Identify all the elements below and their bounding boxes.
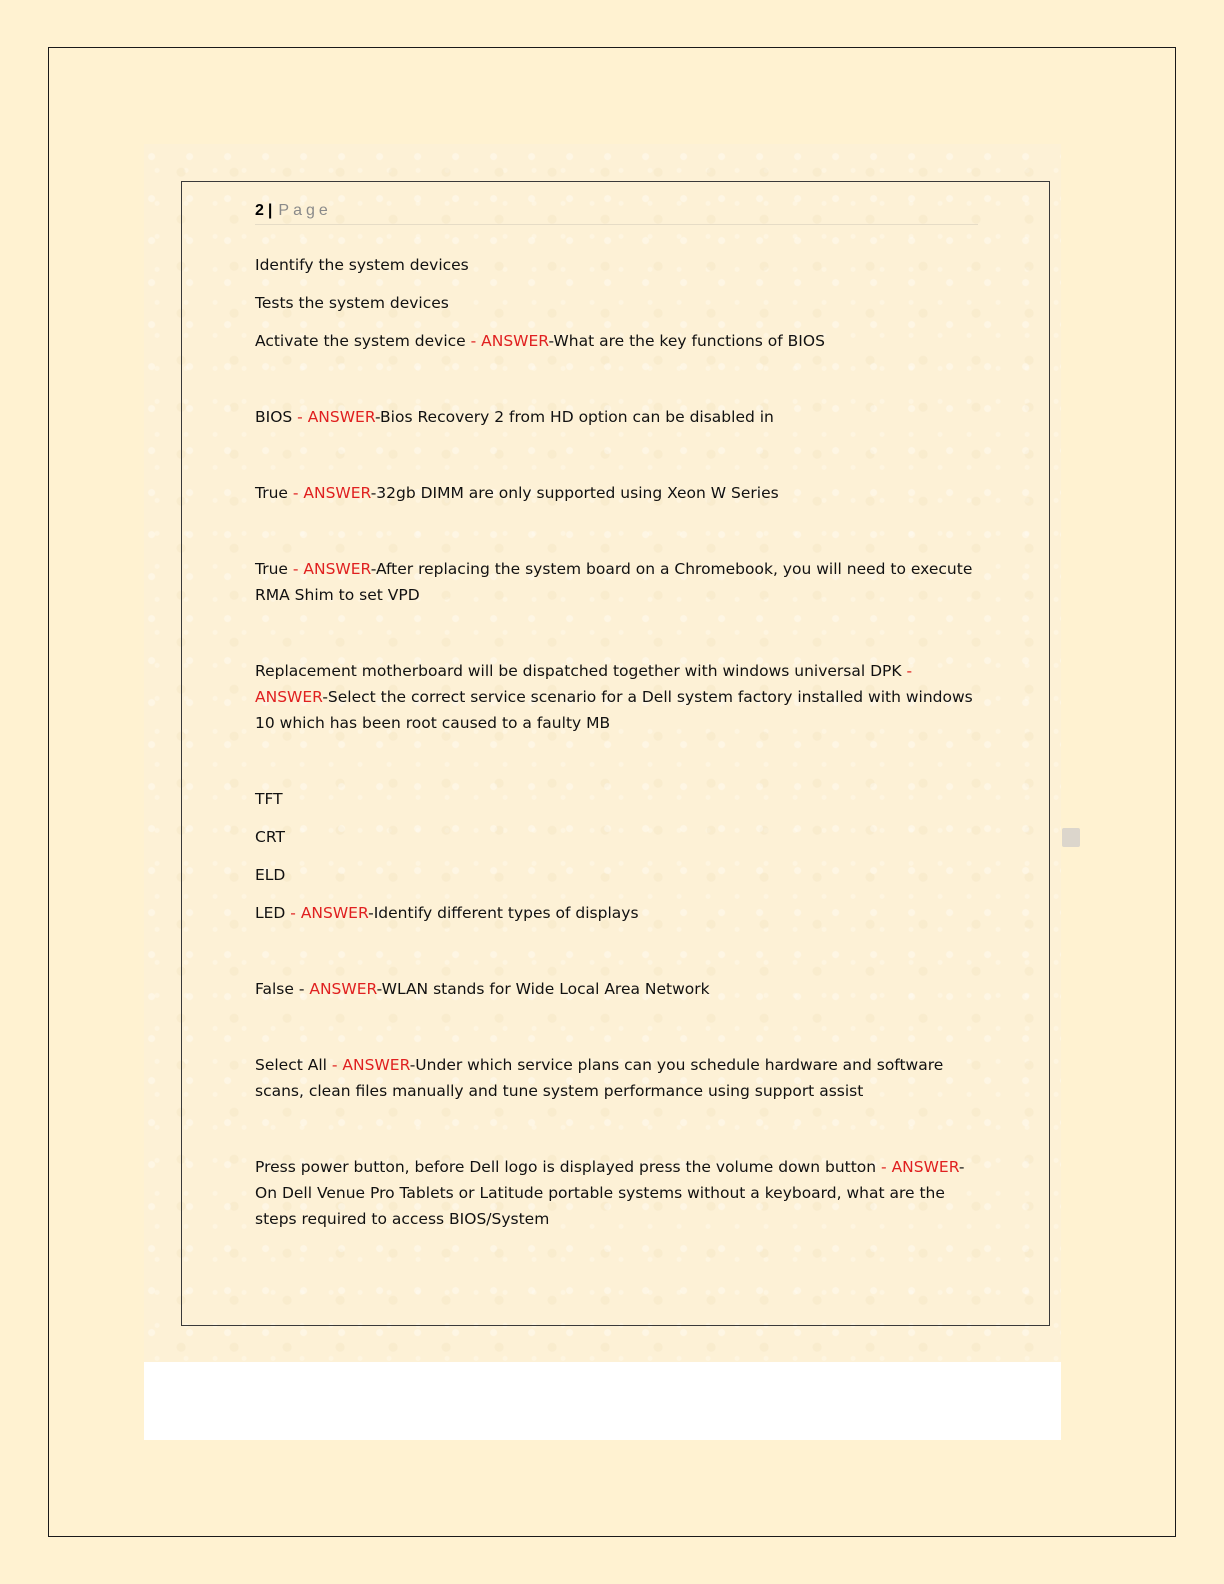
entry-text: ELD: [255, 866, 286, 884]
qa-entry: [255, 658, 985, 736]
entry-text: Identify the system devices: [255, 256, 469, 274]
answer-text: Select All: [255, 1056, 332, 1074]
entry-text: CRT: [255, 828, 285, 846]
question-text: -After replacing the system board on a Chromebook, you will need to execute RMA Shim to set VPD: [255, 560, 973, 604]
question-text: -WLAN stands for Wide Local Area Network: [376, 980, 710, 998]
page-bottom-strip: [144, 1362, 1061, 1440]
qa-entry: [255, 404, 985, 430]
scroll-tab[interactable]: [1062, 828, 1080, 847]
qa-entry: [255, 976, 985, 1002]
answer-text: False -: [255, 980, 310, 998]
entry-text: TFT: [255, 790, 283, 808]
qa-entry: [255, 900, 985, 926]
entry-text: Tests the system devices: [255, 294, 449, 312]
answer-marker: - ANSWER: [331, 1056, 410, 1074]
qa-entry: [255, 480, 985, 506]
answer-text: Activate the system device: [255, 332, 471, 350]
answer-marker: ANSWER: [309, 980, 377, 998]
question-text: -32gb DIMM are only supported using Xeon W Series: [370, 484, 779, 502]
entry-line: [255, 290, 985, 316]
qa-entry: [255, 328, 985, 354]
qa-entry: [255, 1154, 985, 1232]
answer-marker: - ANSWER: [292, 484, 371, 502]
entry-line: [255, 862, 985, 888]
entry-line: [255, 252, 985, 278]
answer-text: BIOS: [255, 408, 298, 426]
answer-marker: - ANSWER: [292, 560, 371, 578]
entry-line: [255, 786, 985, 812]
page-label: Page: [278, 202, 332, 219]
answer-marker: - ANSWER: [881, 1158, 959, 1176]
answer-text: Replacement motherboard will be dispatched together with windows universal DPK: [255, 662, 907, 680]
question-text: -Select the correct service scenario for a Dell system factory installed with windows 10 which has been root caused to a faulty MB: [255, 688, 973, 732]
question-text: -On Dell Venue Pro Tablets or Latitude portable systems without a keyboard, what are the steps required to access BIOS/System: [255, 1158, 965, 1228]
page-number: 2: [255, 202, 264, 219]
answer-text: Press power button, before Dell logo is displayed press the volume down button: [255, 1158, 882, 1176]
answer-text: True: [255, 484, 293, 502]
question-text: -What are the key functions of BIOS: [548, 332, 825, 350]
answer-text: True: [255, 560, 293, 578]
question-text: -Bios Recovery 2 from HD option can be disabled in: [375, 408, 774, 426]
answer-marker: - ANSWER: [290, 904, 369, 922]
document-body: [255, 252, 985, 1244]
answer-text: LED: [255, 904, 291, 922]
answer-marker: - ANSWER: [255, 662, 913, 706]
answer-marker: - ANSWER: [297, 408, 375, 426]
question-text: -Identify different types of displays: [368, 904, 639, 922]
question-text: -Under which service plans can you schedule hardware and software scans, clean files manually and tune system performance using support assist: [255, 1056, 944, 1100]
qa-entry: [255, 1052, 985, 1104]
qa-entry: [255, 556, 985, 608]
page-separator: |: [267, 202, 273, 219]
answer-marker: - ANSWER: [470, 332, 549, 350]
entry-line: [255, 824, 985, 850]
page-header: [255, 200, 978, 225]
